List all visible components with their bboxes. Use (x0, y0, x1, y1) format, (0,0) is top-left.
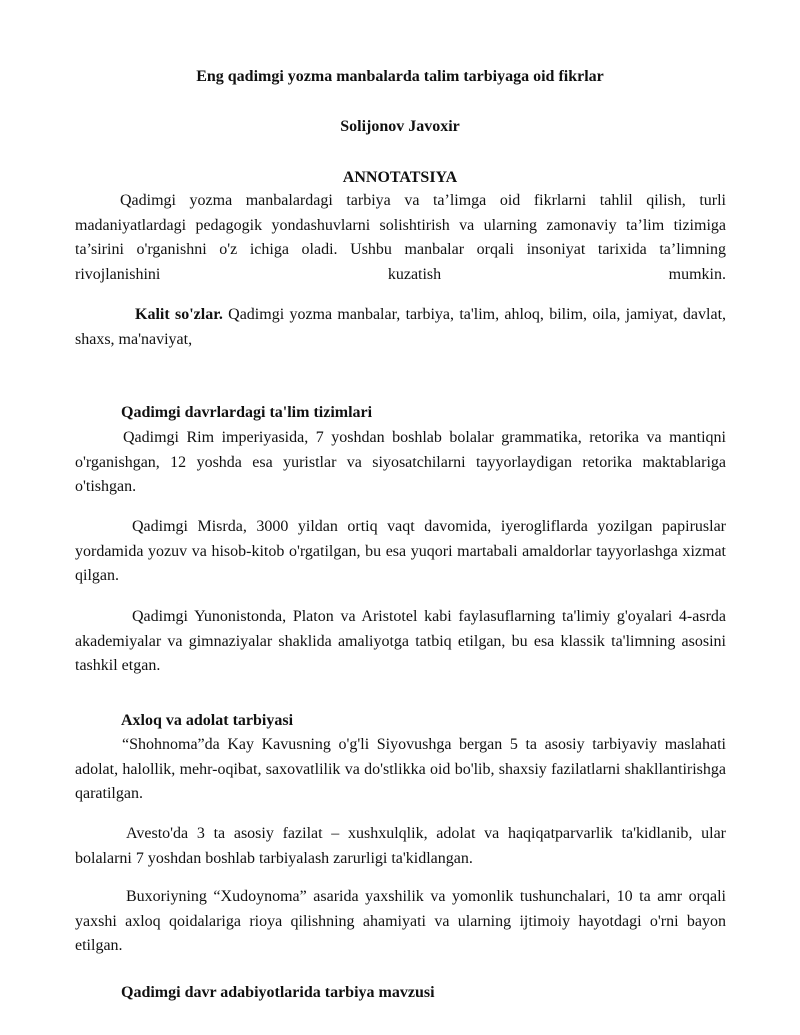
section-heading: Qadimgi davrlardagi ta'lim tizimlari (121, 404, 373, 421)
section-paragraph: Qadimgi Misrda, 3000 yildan ortiq vaqt davomida, iyerogliflarda yozilgan papiruslar yordamida yozuv va hisob-kitob o'rgatilgan, bu esa yuqori martabali amaldorlar tayyorlashga xizmat qilgan. (75, 518, 726, 584)
annotation-heading: ANNOTATSIYA (342, 169, 458, 186)
section-paragraph: Qadimgi Rim imperiyasida, 7 yoshdan boshlab bolalar grammatika, retorika va mantiqni o'rganishgan, 12 yoshda esa yuristlar va siyosatchilarni tayyorlaydigan retorika maktablariga o'tishgan. (75, 429, 726, 495)
author-name: Solijonov Javoxir (340, 118, 460, 135)
section-paragraph: “Shohnoma”da Kay Kavusning o'g'li Siyovushga bergan 5 ta asosiy tarbiyaviy maslahati adolat, halollik, mehr-oqibat, saxovatlilik va do'stlikka oid bo'lib, shaxsiy fazilatlarni shakllantirishga qaratilgan. (75, 736, 726, 802)
section-paragraph: Avesto'da 3 ta asosiy fazilat – xushxulqlik, adolat va haqiqatparvarlik ta'kidlanib, ular bolalarni 7 yoshdan boshlab tarbiyalash zarurligi ta'kidlangan. (75, 825, 726, 867)
section-heading: Qadimgi davr adabiyotlarida tarbiya mavzusi (121, 984, 435, 1001)
annotation-paragraph: Qadimgi yozma manbalardagi tarbiya va ta’limga oid fikrlarni tahlil qilish, turli madaniyatlardagi pedagogik yondashuvlarni solishtirish va ularning zamonaviy ta’lim tizimiga ta’sirini o'rganishni o'z ichiga oladi. Ushbu manbalar orqali insoniyat tarixida ta’limning rivojlanishini kuzatish mumkin. (75, 192, 726, 283)
section-heading: Axloq va adolat tarbiyasi (121, 712, 294, 729)
document-title: Eng qadimgi yozma manbalarda talim tarbiyaga oid fikrlar (196, 68, 604, 85)
keywords-paragraph (75, 303, 726, 352)
keywords-text: Qadimgi yozma manbalar, tarbiya, ta'lim, ahloq, bilim, oila, jamiyat, davlat, shaxs, ma'naviyat, (75, 306, 727, 348)
section-paragraph: Buxoriyning “Xudoynoma” asarida yaxshilik va yomonlik tushunchalari, 10 ta amr orqali yaxshi axloq qoidalariga rioya qilishning ahamiyati va ularning ijtimoiy hayotdagi o'rni bayon etilgan. (75, 888, 726, 954)
section-paragraph: Qadimgi Yunonistonda, Platon va Aristotel kabi faylasuflarning ta'limiy g'oyalari 4-asrda akademiyalar va gimnaziyalar shaklida amaliyotga tatbiq etilgan, bu esa klassik ta'limning asosini tashkil etgan. (75, 608, 726, 674)
keywords-label: Kalit so'zlar. (135, 306, 223, 323)
